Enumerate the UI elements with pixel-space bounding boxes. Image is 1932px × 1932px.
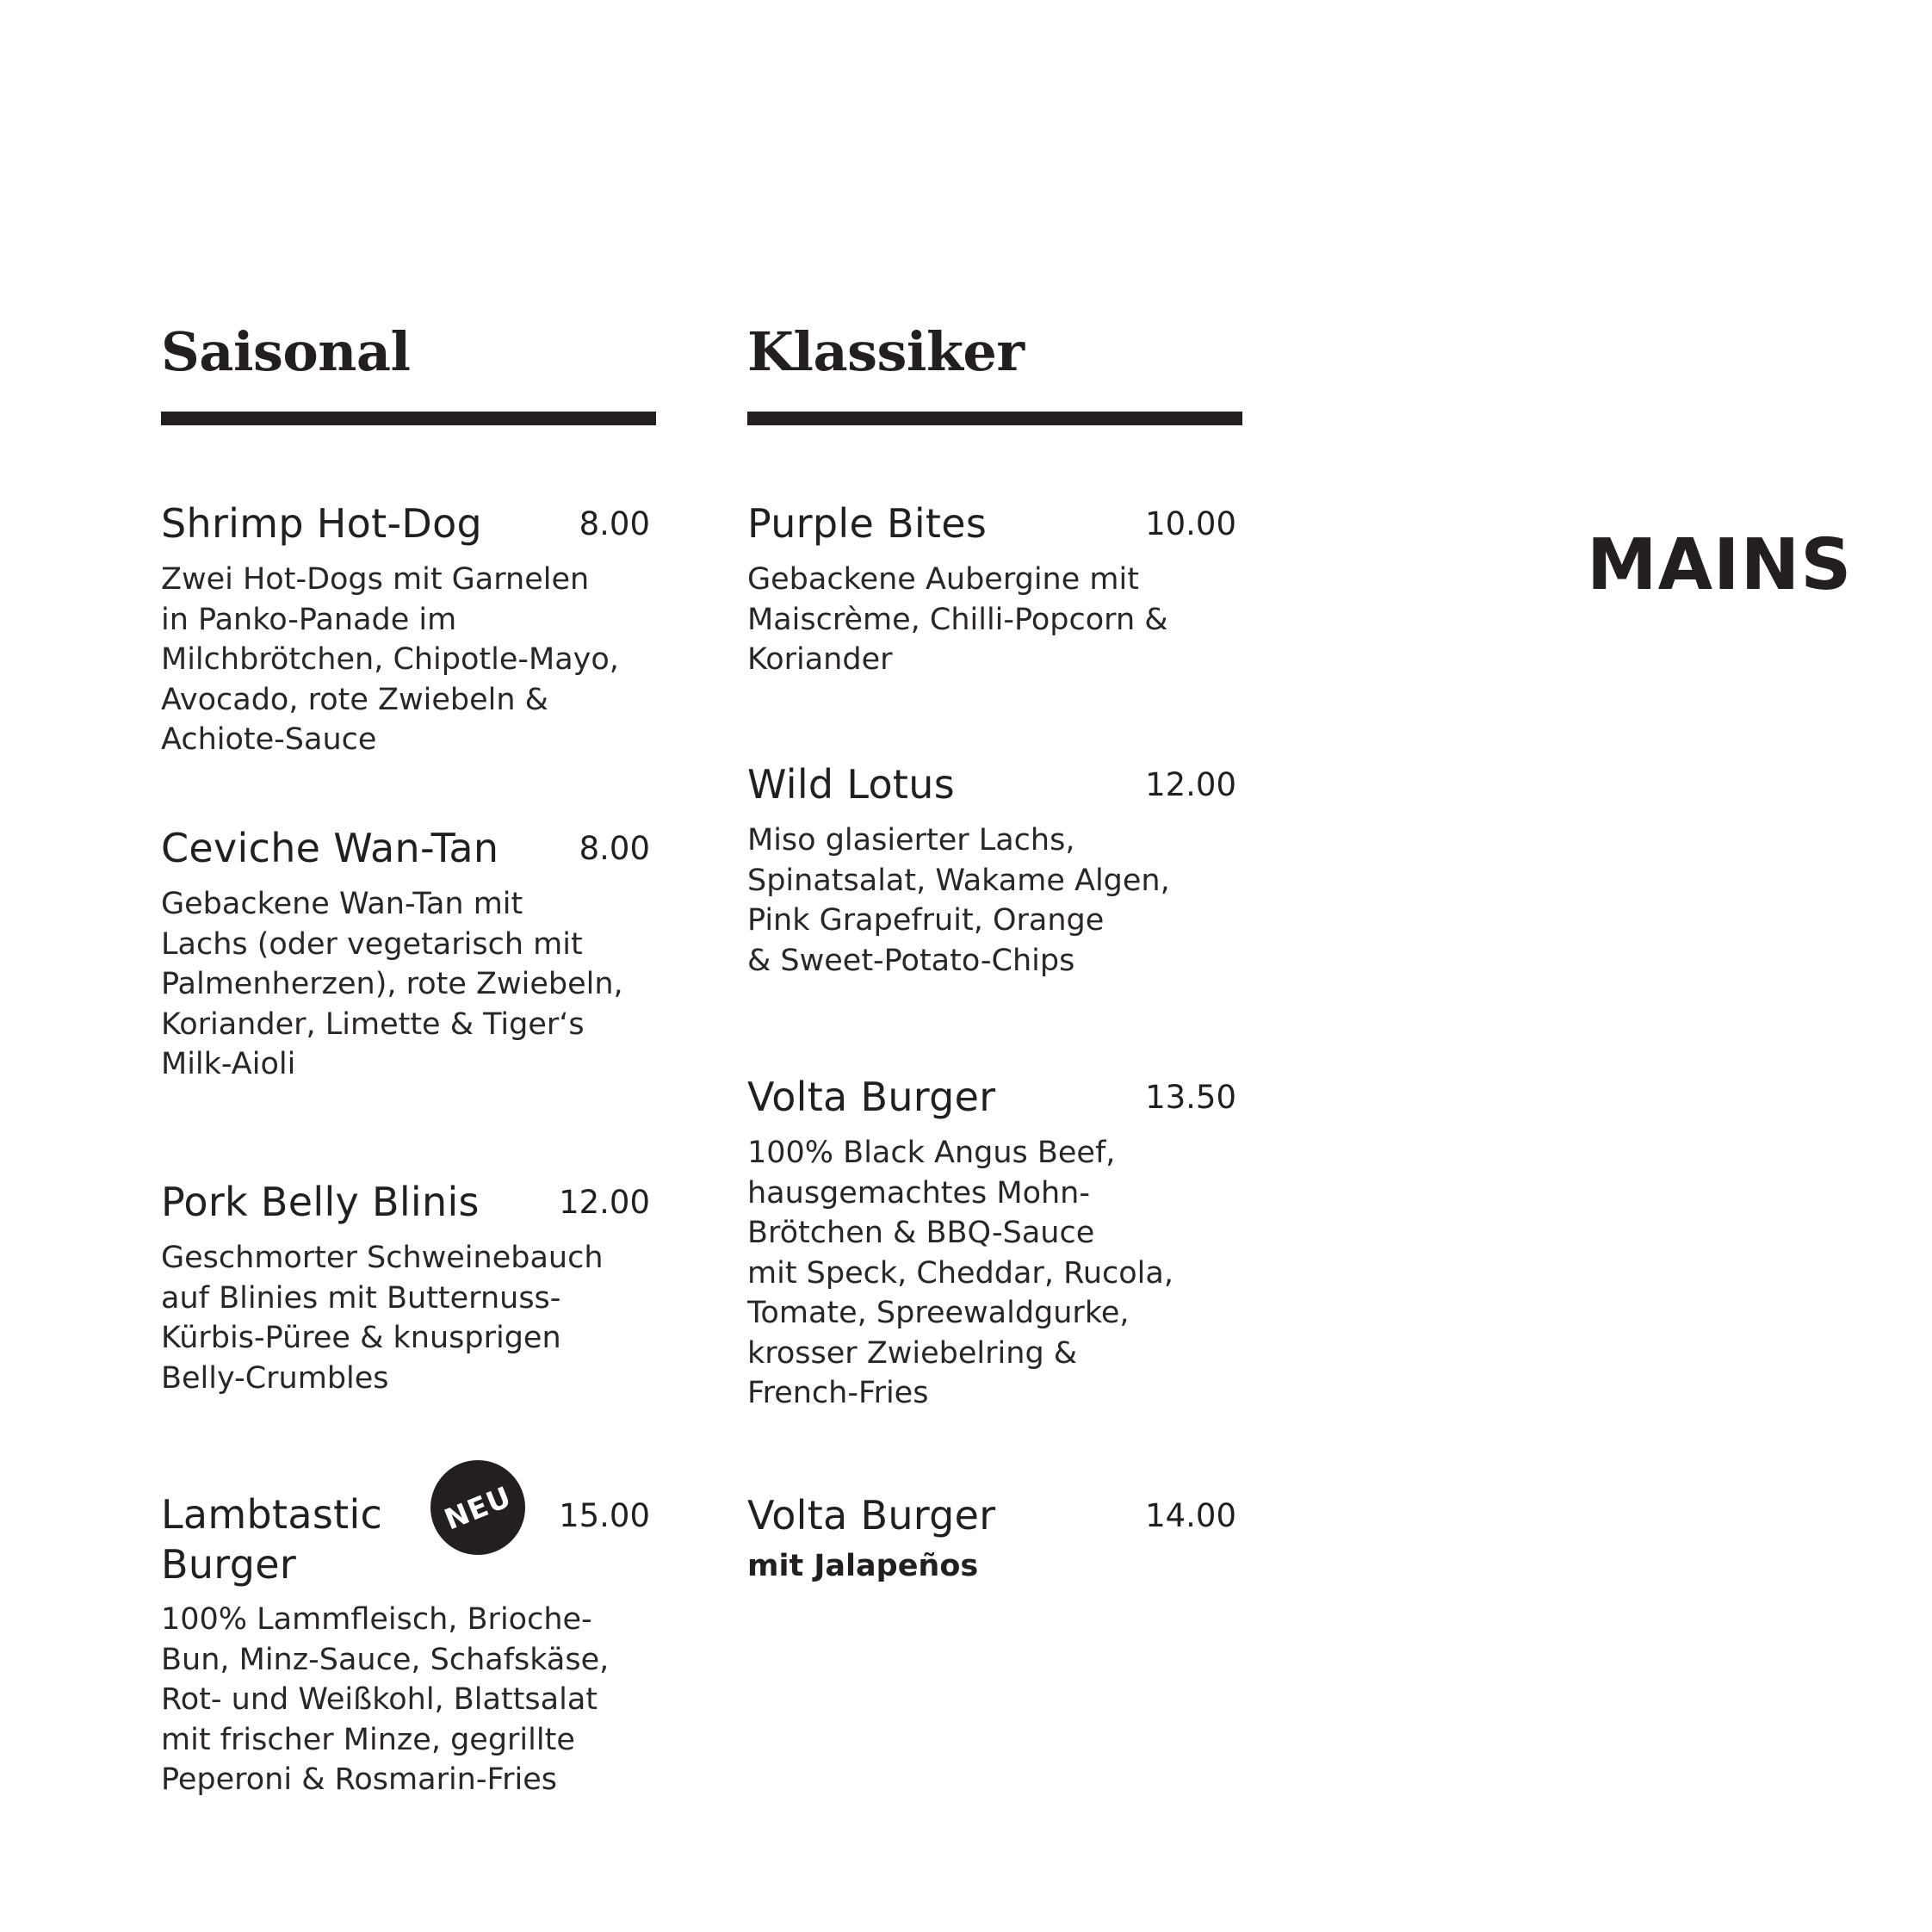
item-header <box>161 822 650 874</box>
item-header <box>747 1071 1236 1123</box>
item-price: 10.00 <box>1145 505 1236 542</box>
page-heading: MAINS <box>1587 524 1853 606</box>
section-divider <box>747 412 1242 425</box>
item-header <box>161 1478 650 1589</box>
item-price: 8.00 <box>579 830 650 867</box>
item-price: 13.50 <box>1145 1079 1236 1116</box>
menu-item-pork-belly-blinis <box>161 1176 656 1398</box>
section-divider <box>161 412 656 425</box>
item-description: Gebackene Aubergine mit Maiscrème, Chilli-Popcorn & Koriander <box>747 562 1168 677</box>
item-name: Lambtastic Burger <box>161 1491 383 1588</box>
item-price: 15.00 <box>559 1497 650 1534</box>
item-header <box>747 1489 1236 1541</box>
item-header <box>161 498 650 549</box>
menu-item-ceviche-wan-tan <box>161 822 656 1085</box>
item-description: 100% Lammfleisch, Brioche- Bun, Minz-Sauce, Schafskäse, Rot- und Weißkohl, Blattsalat mit frischer Minze, gegrillte Peperoni & Rosmarin-Fries <box>161 1602 610 1797</box>
item-name: Volta Burger <box>747 1074 996 1120</box>
menu-item-wild-lotus <box>747 759 1242 981</box>
item-subtitle: mit Jalapeños <box>747 1549 979 1583</box>
saisonal-section <box>161 320 656 1797</box>
menu-item-purple-bites <box>747 498 1242 680</box>
item-description: Gebackene Wan-Tan mit Lachs (oder vegetarisch mit Palmenherzen), rote Zwiebeln, Koriander, Limette & Tiger‘s Milk-Aioli <box>161 887 623 1081</box>
item-price: 14.00 <box>1145 1497 1236 1534</box>
item-name: Ceviche Wan-Tan <box>161 825 499 871</box>
badge-label: NEU <box>439 1478 517 1537</box>
item-description: Geschmorter Schweinebauch auf Blinies mit Butternuss- Kürbis-Püree & knusprigen Belly-Crumbles <box>161 1241 604 1396</box>
menu-item-shrimp-hot-dog <box>161 498 656 760</box>
item-header <box>161 1176 650 1228</box>
item-description: Miso glasierter Lachs, Spinatsalat, Wakame Algen, Pink Grapefruit, Orange & Sweet-Potato-Chips <box>747 823 1170 978</box>
item-description: Zwei Hot-Dogs mit Garnelen in Panko-Panade im Milchbrötchen, Chipotle-Mayo, Avocado, rote Zwiebeln & Achiote-Sauce <box>161 562 619 757</box>
item-header <box>747 498 1236 549</box>
menu-item-lambtastic-burger <box>161 1478 656 1800</box>
new-badge <box>430 1460 525 1555</box>
section-title-saisonal: Saisonal <box>161 320 411 383</box>
item-description: 100% Black Angus Beef, hausgemachtes Mohn- Brötchen & BBQ-Sauce mit Speck, Cheddar, Rucola, Tomate, Spreewaldgurke, krosser Zwiebelring & French-Fries <box>747 1136 1173 1410</box>
item-price: 12.00 <box>559 1184 650 1221</box>
menu-item-volta-burger <box>747 1071 1242 1414</box>
item-header <box>747 759 1236 810</box>
item-name: Purple Bites <box>747 500 988 547</box>
menu-item-volta-burger-jalapenos <box>747 1489 1242 1586</box>
section-title-klassiker: Klassiker <box>747 320 1025 383</box>
item-name: Shrimp Hot-Dog <box>161 500 483 547</box>
item-price: 8.00 <box>579 505 650 542</box>
item-price: 12.00 <box>1145 766 1236 803</box>
item-name: Pork Belly Blinis <box>161 1179 480 1225</box>
item-name: Wild Lotus <box>747 761 955 808</box>
klassiker-section <box>747 320 1242 1583</box>
item-name: Volta Burger <box>747 1492 996 1539</box>
